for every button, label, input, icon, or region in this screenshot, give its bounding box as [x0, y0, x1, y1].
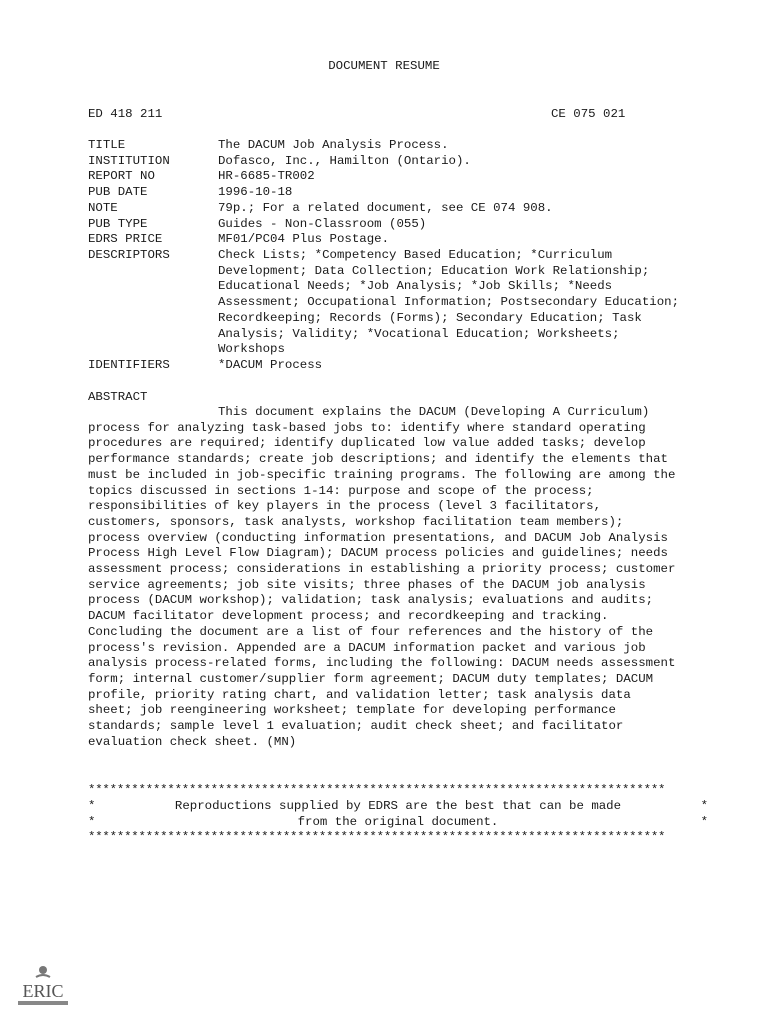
field-value: Dofasco, Inc., Hamilton (Ontario).	[218, 154, 471, 168]
reproduction-text-2: from the original document.	[297, 815, 499, 829]
stars-divider-bottom: ********************************************************************************	[88, 830, 666, 844]
field-label: PUB TYPE	[88, 217, 148, 231]
star-right: *	[700, 815, 708, 829]
field-value: The DACUM Job Analysis Process.	[218, 138, 449, 152]
field-label: INSTITUTION	[88, 154, 170, 168]
field-value: 79p.; For a related document, see CE 074 908.	[218, 201, 553, 215]
document-title: DOCUMENT RESUME	[328, 59, 440, 73]
field-label: TITLE	[88, 138, 126, 152]
field-label: PUB DATE	[88, 185, 148, 199]
field-value: 1996-10-18	[218, 185, 293, 199]
eric-logo	[14, 963, 72, 1009]
field-value: HR-6685-TR002	[218, 169, 315, 183]
field-label: IDENTIFIERS	[88, 358, 170, 372]
stars-divider-top: ********************************************************************************	[88, 783, 666, 797]
star-right: *	[700, 799, 708, 813]
star-left: *	[88, 815, 96, 829]
field-label: EDRS PRICE	[88, 232, 163, 246]
star-left: *	[88, 799, 96, 813]
field-label: DESCRIPTORS	[88, 248, 170, 262]
ed-number: ED 418 211	[88, 107, 163, 121]
eric-logo-text: ERIC	[22, 981, 64, 1001]
field-value: Guides - Non-Classroom (055)	[218, 217, 427, 231]
field-label: NOTE	[88, 201, 118, 215]
ce-number: CE 075 021	[551, 107, 626, 121]
abstract-label: ABSTRACT	[88, 390, 148, 404]
reproduction-text-1: Reproductions supplied by EDRS are the best that can be made	[174, 799, 622, 813]
field-value: *DACUM Process	[218, 358, 323, 372]
field-value: MF01/PC04 Plus Postage.	[218, 232, 390, 246]
field-label: REPORT NO	[88, 169, 155, 183]
field-value: Check Lists; *Competency Based Education; *Curriculum Development; Data Collection; Education Work Relationship; Educational Needs; *Job Analysis; *Job Skills; *Needs Assessment; Occupational Information; Postsecondary Education; Recordkeeping; Records (Forms); Secondary Education; Task Analysis; Validity; *Vocational Education; Worksheets; Workshops	[218, 248, 680, 357]
abstract-text: This document explains the DACUM (Developing A Curriculum) process for analyzing task-based jobs to: identify where standard operating procedures are required; identify duplicated low value added tasks; develop performance standards; create job descriptions; and identify the elements that must be included in job-specific training programs. The following are among the topics discussed in sections 1-14: purpose and scope of the process; responsibilities of key players in the process (level 3 facilitators, customers, sponsors, task analysts, workshop facilitation team members); process overview (conducting information presentations, and DACUM Job Analysis Process High Level Flow Diagram); DACUM process policies and guidelines; needs assessment process; considerations in establishing a priority process; customer service agreements; job site visits; three phases of the DACUM job analysis process (DACUM workshop); validation; task analysis; evaluations and audits; DACUM facilitator development process; and recordkeeping and tracking. Concluding the document are a list of four references and the history of the process's revision. Appended are a DACUM information packet and various job analysis process-related forms, including the following: DACUM needs assessment form; internal customer/supplier form agreement; DACUM duty templates; DACUM profile, priority rating chart, and validation letter; task analysis data sheet; job reengineering worksheet; template for developing performance standards; sample level 1 evaluation; audit check sheet; and facilitator evaluation check sheet. (MN)	[88, 405, 676, 749]
